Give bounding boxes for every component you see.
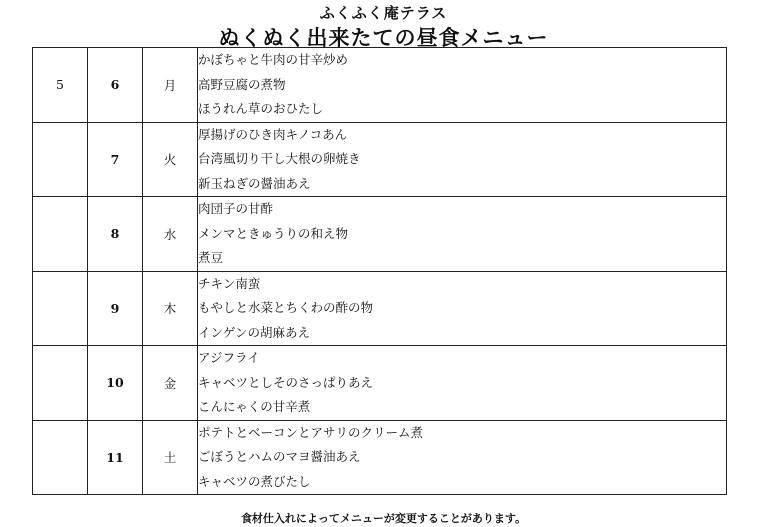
lunch-menu-table (32, 47, 727, 495)
page-title: ぬくぬく出来たての昼食メニュー (218, 26, 549, 50)
weekday-cell: 土 (143, 420, 198, 495)
weekday-cell: 火 (143, 122, 198, 197)
menu-row (33, 48, 727, 123)
dish-item: 新玉ねぎの醤油あえ (198, 175, 311, 191)
dish-item: 厚揚げのひき肉キノコあん (198, 126, 348, 142)
month-cell (33, 122, 88, 197)
day-cell: 6 (88, 48, 143, 123)
dish-item: キャベツの煮びたし (198, 473, 311, 489)
dishes-cell (198, 420, 727, 495)
month-cell (33, 346, 88, 421)
dish-item: チキン南蛮 (198, 275, 261, 291)
day-cell: 9 (88, 271, 143, 346)
month-cell (33, 420, 88, 495)
dish-item: ほうれん草のおひたし (198, 101, 324, 116)
day-cell: 11 (88, 420, 143, 495)
dish-item: ごぼうとハムのマヨ醤油あえ (198, 449, 361, 464)
month-cell: 5 (33, 48, 88, 123)
dish-item: ポテトとベーコンとアサリのクリーム煮 (198, 424, 424, 440)
dishes-cell (198, 197, 727, 272)
weekday-cell: 木 (143, 271, 198, 346)
dishes-cell (198, 271, 727, 346)
page-subtitle: ふくふく庵テラス (319, 4, 448, 22)
dish-item: 煮豆 (198, 250, 224, 265)
menu-row (33, 197, 727, 272)
dishes-cell (198, 48, 727, 123)
dish-item: かぼちゃと牛肉の甘辛炒め (198, 52, 349, 67)
dish-item: 高野豆腐の煮物 (198, 76, 286, 92)
day-cell: 7 (88, 122, 143, 197)
dish-item: アジフライ (198, 350, 260, 365)
dishes-cell (198, 346, 727, 421)
dish-item: もやしと水菜とちくわの酢の物 (198, 300, 374, 315)
dishes-cell (198, 122, 727, 197)
dish-item: メンマときゅうりの和え物 (198, 225, 349, 241)
dish-item: インゲンの胡麻あえ (198, 324, 311, 340)
menu-row (33, 420, 727, 495)
weekday-cell: 金 (143, 346, 198, 421)
dish-item: キャベツとしそのさっぱりあえ (198, 374, 374, 390)
dish-item: こんにゃくの甘辛煮 (198, 399, 311, 414)
month-cell (33, 271, 88, 346)
footer-note: 食材仕入れによってメニューが変更することがあります。 (240, 512, 527, 525)
weekday-cell: 水 (143, 197, 198, 272)
menu-row (33, 271, 727, 346)
month-cell (33, 197, 88, 272)
weekday-cell: 月 (143, 48, 198, 123)
menu-row (33, 346, 727, 421)
dish-item: 肉団子の甘酢 (198, 201, 274, 216)
day-cell: 10 (88, 346, 143, 421)
day-cell: 8 (88, 197, 143, 272)
dish-item: 台湾風切り干し大根の卵焼き (198, 151, 361, 166)
menu-row (33, 122, 727, 197)
